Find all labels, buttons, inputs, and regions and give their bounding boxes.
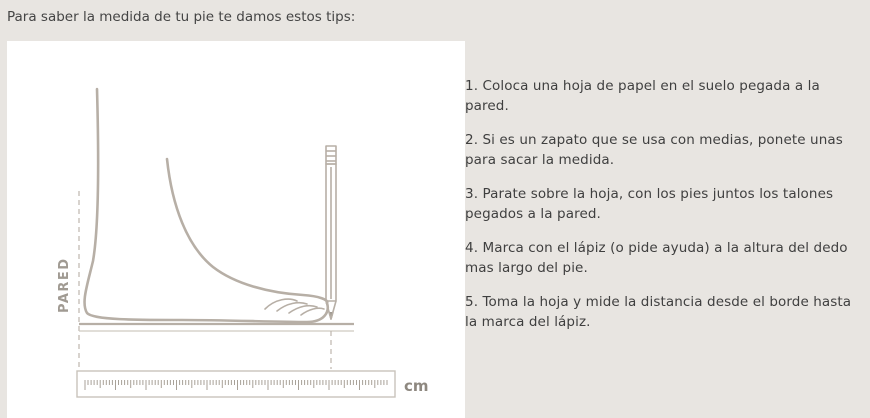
pencil-icon — [326, 146, 336, 319]
foot-measure-drawing — [7, 41, 465, 418]
wall-label: PARED — [57, 257, 72, 313]
tip-item: 2. Si es un zapato que se usa con medias, ponete unas para sacar la medida. — [465, 132, 843, 168]
tip-item: 3. Parate sobre la hoja, con los pies juntos los talones pegados a la pared. — [465, 186, 834, 222]
ruler-icon — [77, 371, 395, 397]
unit-label: cm — [404, 377, 429, 395]
tip-item: 4. Marca con el lápiz (o pide ayuda) a la altura del dedo mas largo del pie. — [465, 240, 848, 276]
intro-text: Para saber la medida de tu pie te damos estos tips: — [7, 9, 356, 25]
tip-item: 1. Coloca una hoja de papel en el suelo pegada a la pared. — [465, 78, 820, 114]
foot-outline-icon — [85, 89, 328, 322]
tips-list — [465, 76, 855, 346]
tip-item: 5. Toma la hoja y mide la distancia desde el borde hasta la marca del lápiz. — [465, 294, 852, 330]
foot-measure-illustration — [7, 41, 465, 418]
